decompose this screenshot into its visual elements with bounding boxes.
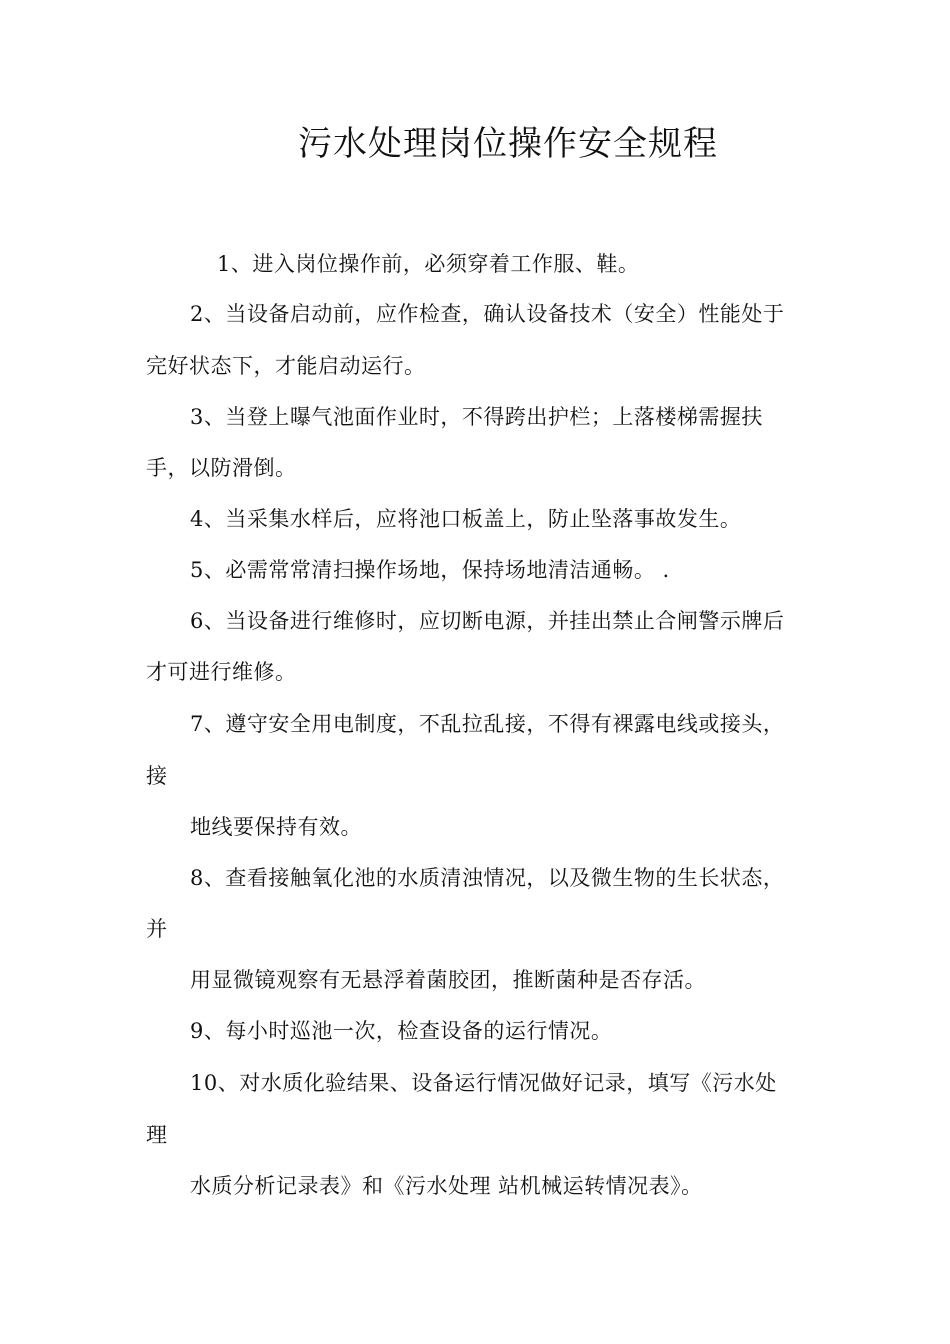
rule-line: 接 (146, 764, 168, 788)
rule-line: 完好状态下，才能启动运行。 (146, 354, 426, 378)
rule-line: 9、每小时巡池一次，检查设备的运行情况。 (190, 1019, 613, 1043)
rule-line: 10、对水质化验结果、设备运行情况做好记录，填写《污水处 (190, 1071, 777, 1095)
rule-line: 3、当登上曝气池面作业时，不得跨出护栏；上落楼梯需握扶 (190, 405, 763, 429)
rule-line: 才可进行维修。 (146, 660, 297, 684)
rule-line: 8、查看接触氧化池的水质清浊情况，以及微生物的生长状态， (190, 866, 785, 890)
rule-line: 2、当设备启动前，应作检查，确认设备技术（安全）性能处于 (190, 302, 785, 326)
rule-line: 1、进入岗位操作前，必须穿着工作服、鞋。 (217, 252, 640, 276)
rule-line: 6、当设备进行维修时，应切断电源，并挂出禁止合闸警示牌后 (190, 609, 785, 633)
rule-line: 4、当采集水样后，应将池口板盖上，防止坠落事故发生。 (190, 507, 742, 531)
document-title: 污水处理岗位操作安全规程 (298, 124, 718, 164)
rule-line: 5、必需常常清扫操作场地，保持场地清洁通畅。 . (190, 558, 670, 582)
rule-line: 手，以防滑倒。 (146, 456, 297, 480)
rule-line: 地线要保持有效。 (190, 815, 362, 839)
rule-line: 并 (146, 917, 168, 941)
rule-line: 水质分析记录表》和《污水处理 站机械运转情况表》。 (190, 1174, 703, 1198)
rule-line: 用显微镜观察有无悬浮着菌胶团，推断菌种是否存活。 (190, 968, 706, 992)
rule-line: 理 (146, 1123, 168, 1147)
rule-line: 7、遵守安全用电制度，不乱拉乱接，不得有裸露电线或接头， (190, 712, 785, 736)
